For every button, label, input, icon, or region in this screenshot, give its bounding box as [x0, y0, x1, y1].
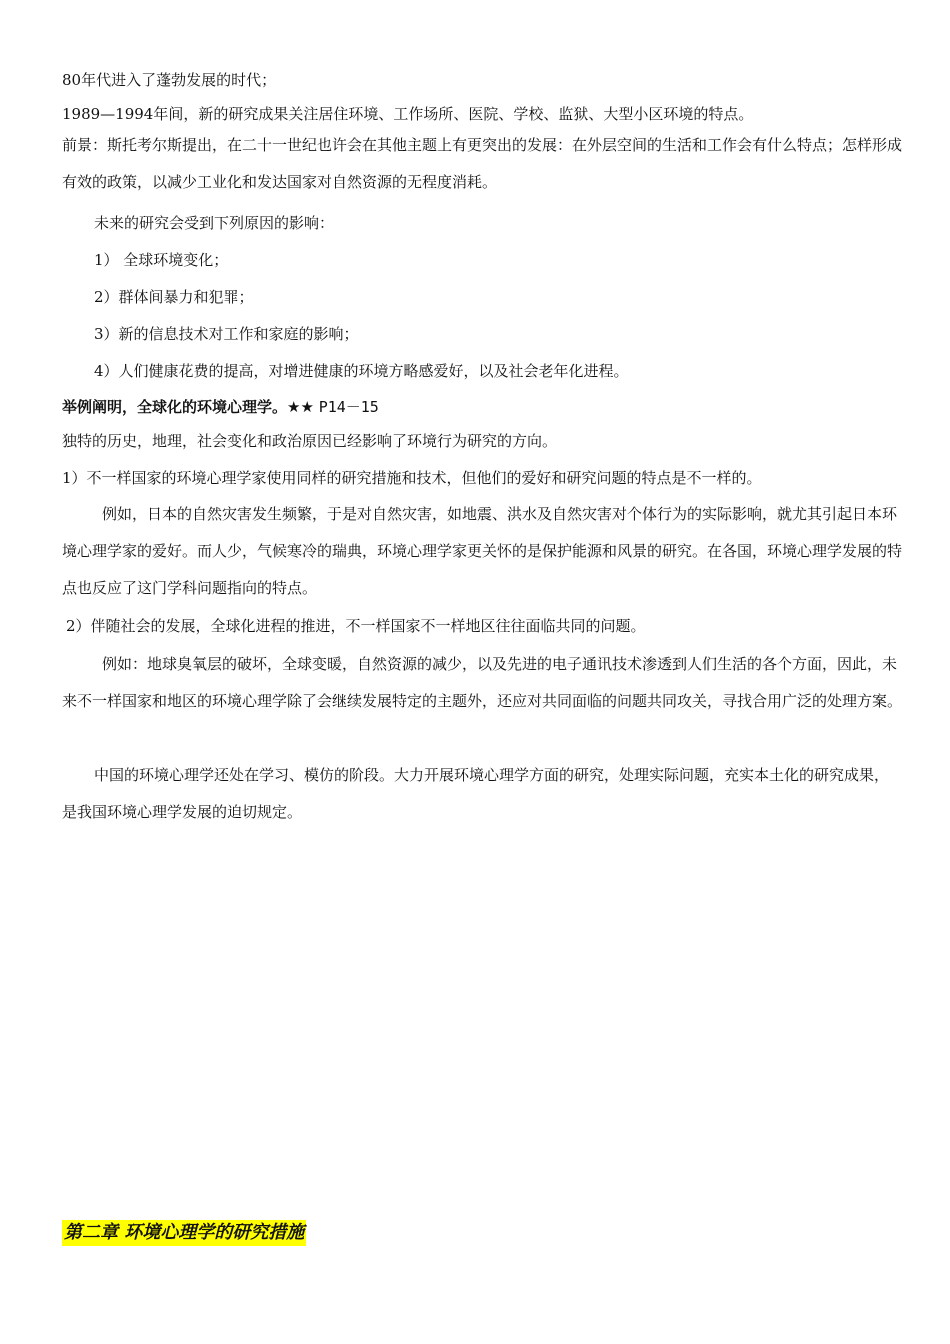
answer-intro: 独特的历史，地理，社会变化和政治原因已经影响了环境行为研究的方向。	[62, 432, 558, 450]
list-item-4: 4）人们健康花费的提高，对增进健康的环境方略感爱好，以及社会老年化进程。	[94, 362, 629, 380]
question-title: 举例阐明，全球化的环境心理学。★★	[62, 398, 314, 416]
paragraph-1989-1994: 1989—1994年间，新的研究成果关注居住环境、工作场所、医院、学校、监狱、大型小区环境的特点。	[62, 105, 754, 123]
paragraph-80s: 80年代进入了蓬勃发展的时代；	[62, 71, 277, 89]
paragraph-future-factors: 未来的研究会受到下列原因的影响：	[94, 214, 335, 232]
list-item-2: 2）群体间暴力和犯罪；	[94, 288, 254, 306]
paragraph-prospect: 前景：斯托考尔斯提出，在二十一世纪也许会在其他主题上有更突出的发展：在外层空间的生活和工作会有什么特点；怎样形成有效的政策，以减少工业化和发达国家对自然资源的无程度消耗。	[62, 136, 903, 191]
answer-point-1: 1）不一样国家的环境心理学家使用同样的研究措施和技术，但他们的爱好和研究问题的特点是不一样的。	[62, 469, 762, 487]
page-reference: P14－15	[318, 398, 379, 416]
list-item-3: 3）新的信息技术对工作和家庭的影响；	[94, 325, 359, 343]
chapter-heading: 第二章 环境心理学的研究措施	[62, 1220, 306, 1246]
answer-example-japan: 例如，日本的自然灾害发生频繁，于是对自然灾害，如地震、洪水及自然灾害对个体行为的实际影响，就尤其引起日本环境心理学家的爱好。而人少，气候寒冷的瑞典，环境心理学家更关怀的是保护能源和风景的研究。在各国，环境心理学发展的特点也反应了这门学科问题指向的特点。	[62, 505, 903, 597]
answer-china: 中国的环境心理学还处在学习、模仿的阶段。大力开展环境心理学方面的研究，处理实际问题，充实本土化的研究成果，是我国环境心理学发展的迫切规定。	[62, 766, 890, 821]
question-heading	[62, 398, 902, 417]
answer-example-global: 例如：地球臭氧层的破坏，全球变暖，自然资源的减少，以及先进的电子通讯技术渗透到人们生活的各个方面，因此，未来不一样国家和地区的环境心理学除了会继续发展特定的主题外，还应对共同面临的问题共同攻关，寻找合用广泛的处理方案。	[62, 655, 903, 710]
list-item-1: 1） 全球环境变化；	[94, 251, 229, 269]
answer-point-2: 2）伴随社会的发展，全球化进程的推进，不一样国家不一样地区往往面临共同的问题。	[66, 617, 646, 635]
